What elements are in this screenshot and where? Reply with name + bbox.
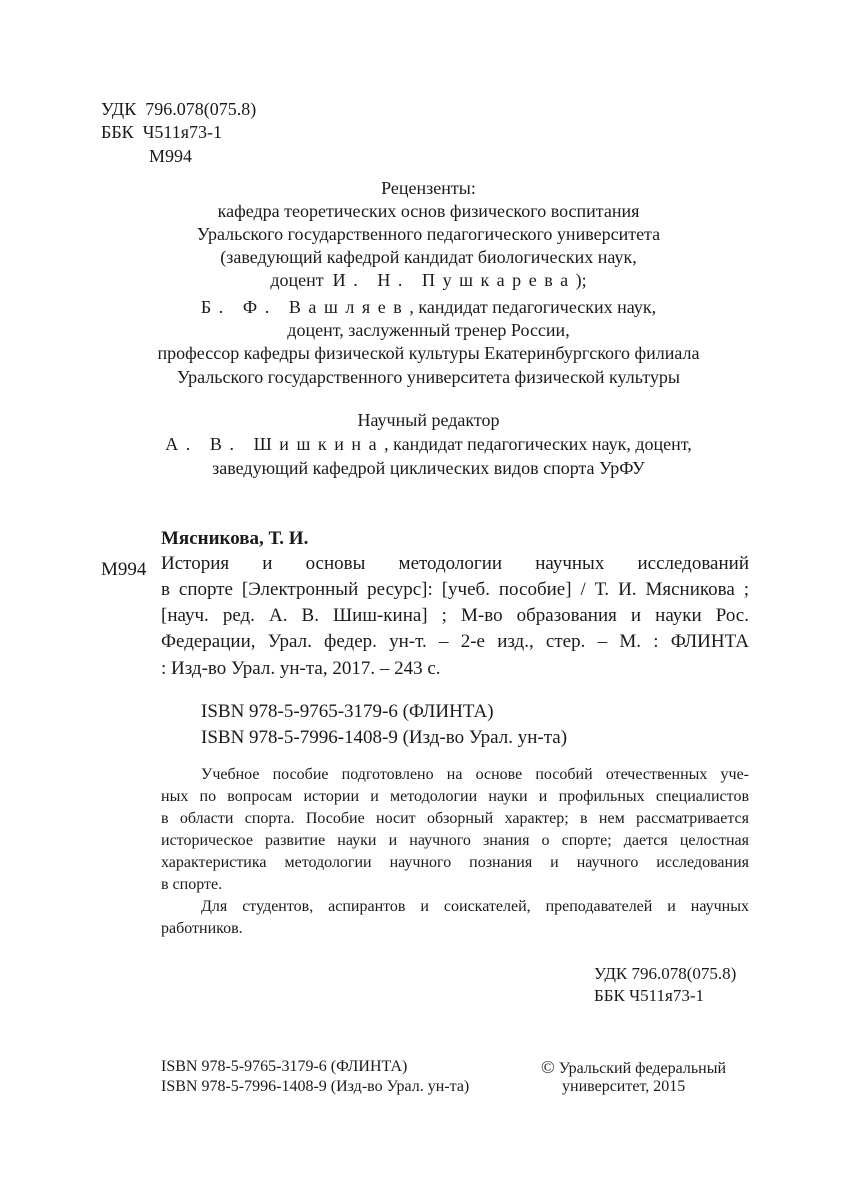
copyright-holder: Уральский федеральный	[558, 1060, 727, 1077]
entry-isbn2: ISBN 978-5-7996-1408-9 (Изд-во Урал. ун-та)	[201, 727, 568, 748]
editor-title: Научный редактор	[357, 410, 500, 430]
copyright-icon: ©	[541, 1057, 555, 1077]
reviewer2-line1	[0, 296, 857, 319]
abstract-line4: историческое развитие науки и научного знания о спорте; дается целостная	[161, 832, 749, 849]
entry-author: Мясникова, Т. И.	[161, 528, 309, 549]
reviewer1-line1: кафедра теоретических основ физического воспитания	[217, 201, 640, 221]
footer-isbn1: ISBN 978-5-9765-3179-6 (ФЛИНТА)	[161, 1058, 408, 1075]
reviewer1-line3: (заведующий кафедрой кандидат биологических наук,	[220, 247, 637, 267]
footer-bbk: ББК Ч511я73-1	[594, 986, 705, 1005]
reviewer2-name: Б. Ф. Вашляев	[200, 297, 410, 317]
entry-mark: М994	[101, 559, 147, 580]
abstract-line1: Учебное пособие подготовлено на основе пособий отечественных уче-	[201, 766, 749, 783]
reviewers-title: Рецензенты:	[381, 178, 476, 198]
reviewer2-line2: доцент, заслуженный тренер России,	[287, 320, 570, 340]
author-mark: М994	[149, 146, 193, 166]
udk-value: 796.078(075.8)	[145, 99, 257, 119]
entry-isbn1: ISBN 978-5-9765-3179-6 (ФЛИНТА)	[201, 701, 494, 722]
abstract-line6: в спорте.	[161, 876, 223, 893]
reviewer1-position: доцент	[270, 270, 324, 290]
entry-line1: История и основы методологии научных исследований	[161, 553, 749, 574]
abstract-line5: характеристика методологии научного познания и научного исследования	[161, 854, 749, 871]
udk-label: УДК	[101, 99, 137, 119]
bbk-label: ББК	[101, 122, 134, 142]
bbk-value: Ч511я73-1	[142, 122, 222, 142]
entry-line5: : Изд-во Урал. ун-та, 2017. – 243 с.	[161, 658, 441, 679]
reviewer1-close: );	[575, 270, 587, 290]
entry-line3: [науч. ред. А. В. Шиш-кина] ; М-во образования и науки Рос.	[161, 605, 749, 626]
reviewer2-line4: Уральского государственного университета физической культуры	[177, 367, 680, 387]
abstract-line7: Для студентов, аспирантов и соискателей, преподавателей и научных	[201, 898, 749, 915]
footer-udk: УДК 796.078(075.8)	[594, 964, 737, 983]
reviewer2-degree: , кандидат педагогических наук,	[409, 297, 657, 317]
abstract-line8: работников.	[161, 920, 243, 937]
reviewer1-line2: Уральского государственного педагогического университета	[196, 224, 661, 244]
reviewer1-name: И. Н. Пушкарева	[332, 270, 576, 290]
bbk-line	[101, 121, 222, 144]
footer-isbn2: ISBN 978-5-7996-1408-9 (Изд-во Урал. ун-та)	[161, 1078, 470, 1095]
reviewer1-line4	[0, 269, 857, 292]
udk-line	[101, 98, 256, 121]
editor-line2: заведующий кафедрой циклических видов спорта УрФУ	[212, 458, 645, 478]
abstract-line3: в области спорта. Пособие носит обзорный характер; в нем рассматривается	[161, 810, 749, 827]
entry-line4: Федерации, Урал. федер. ун-т. – 2-е изд., стер. – М. : ФЛИНТА	[161, 631, 749, 652]
reviewer2-line3: профессор кафедры физической культуры Екатеринбургского филиала	[157, 343, 700, 363]
editor-line1	[0, 433, 857, 456]
copyright-line2: университет, 2015	[562, 1078, 686, 1095]
entry-line2: в спорте [Электронный ресурс]: [учеб. пособие] / Т. И. Мясникова ;	[161, 579, 749, 600]
editor-name: А. В. Шишкина	[165, 434, 385, 454]
editor-degree: , кандидат педагогических наук, доцент,	[384, 434, 692, 454]
abstract-line2: ных по вопросам истории и методологии науки и профильных специалистов	[161, 788, 749, 805]
